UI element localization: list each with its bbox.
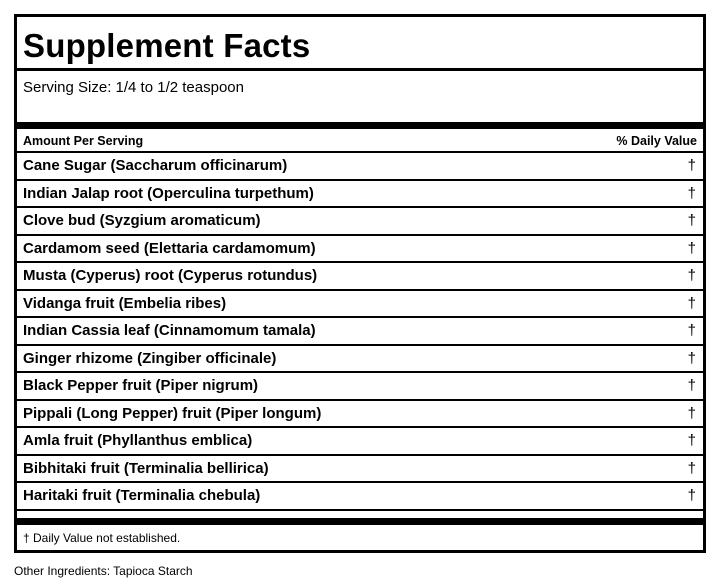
daily-value-dagger: † [687,184,696,202]
table-row [17,481,703,509]
table-row [17,426,703,454]
table-row [17,234,703,262]
amount-per-serving-label: Amount Per Serving [23,134,144,148]
daily-value-dagger: † [687,404,696,422]
ingredient-name: Indian Jalap root (Operculina turpethum) [23,184,314,202]
table-row [17,454,703,482]
ingredient-name: Black Pepper fruit (Piper nigrum) [23,377,259,394]
ingredient-name: Indian Cassia leaf (Cinnamomum tamala) [23,322,316,339]
daily-value-label: % Daily Value [616,134,697,148]
table-row [17,206,703,234]
daily-value-dagger: † [687,487,696,504]
supplement-facts-panel [14,14,706,553]
daily-value-dagger: † [687,239,696,257]
ingredient-name: Cardamom seed (Elettaria cardamomum) [23,239,316,257]
ingredient-name: Clove bud (Syzgium aromaticum) [23,212,261,229]
daily-value-dagger: † [687,157,696,174]
thick-divider-top [17,122,703,129]
ingredient-name: Bibhitaki fruit (Terminalia bellirica) [23,459,269,477]
ingredient-name: Musta (Cyperus) root (Cyperus rotundus) [23,267,318,284]
table-row [17,179,703,207]
daily-value-dagger: † [687,349,696,367]
daily-value-dagger: † [687,322,696,339]
table-row [17,399,703,427]
other-ingredients: Other Ingredients: Tapioca Starch [14,564,193,578]
ingredient-name: Ginger rhizome (Zingiber officinale) [23,349,277,367]
ingredient-name: Cane Sugar (Saccharum officinarum) [23,157,288,174]
ingredient-name: Amla fruit (Phyllanthus emblica) [23,432,253,449]
title-divider [17,68,703,71]
table-row [17,289,703,317]
daily-value-dagger: † [687,432,696,449]
table-row [17,316,703,344]
table-row [17,261,703,289]
daily-value-dagger: † [687,377,696,394]
ingredient-name: Haritaki fruit (Terminalia chebula) [23,487,261,504]
table-row [17,344,703,372]
table-end-divider [17,509,703,515]
footnote: † Daily Value not established. [23,531,181,545]
table-header [17,129,703,151]
serving-size: Serving Size: 1/4 to 1/2 teaspoon [23,79,244,96]
daily-value-dagger: † [687,267,696,284]
daily-value-dagger: † [687,294,696,312]
panel-title: Supplement Facts [23,27,311,64]
ingredient-name: Pippali (Long Pepper) fruit (Piper longum) [23,404,322,422]
daily-value-dagger: † [687,459,696,477]
ingredient-name: Vidanga fruit (Embelia ribes) [23,294,227,312]
ingredient-list [17,151,703,515]
table-row [17,371,703,399]
daily-value-dagger: † [687,212,696,229]
table-row [17,151,703,179]
thick-divider-bottom [17,518,703,525]
